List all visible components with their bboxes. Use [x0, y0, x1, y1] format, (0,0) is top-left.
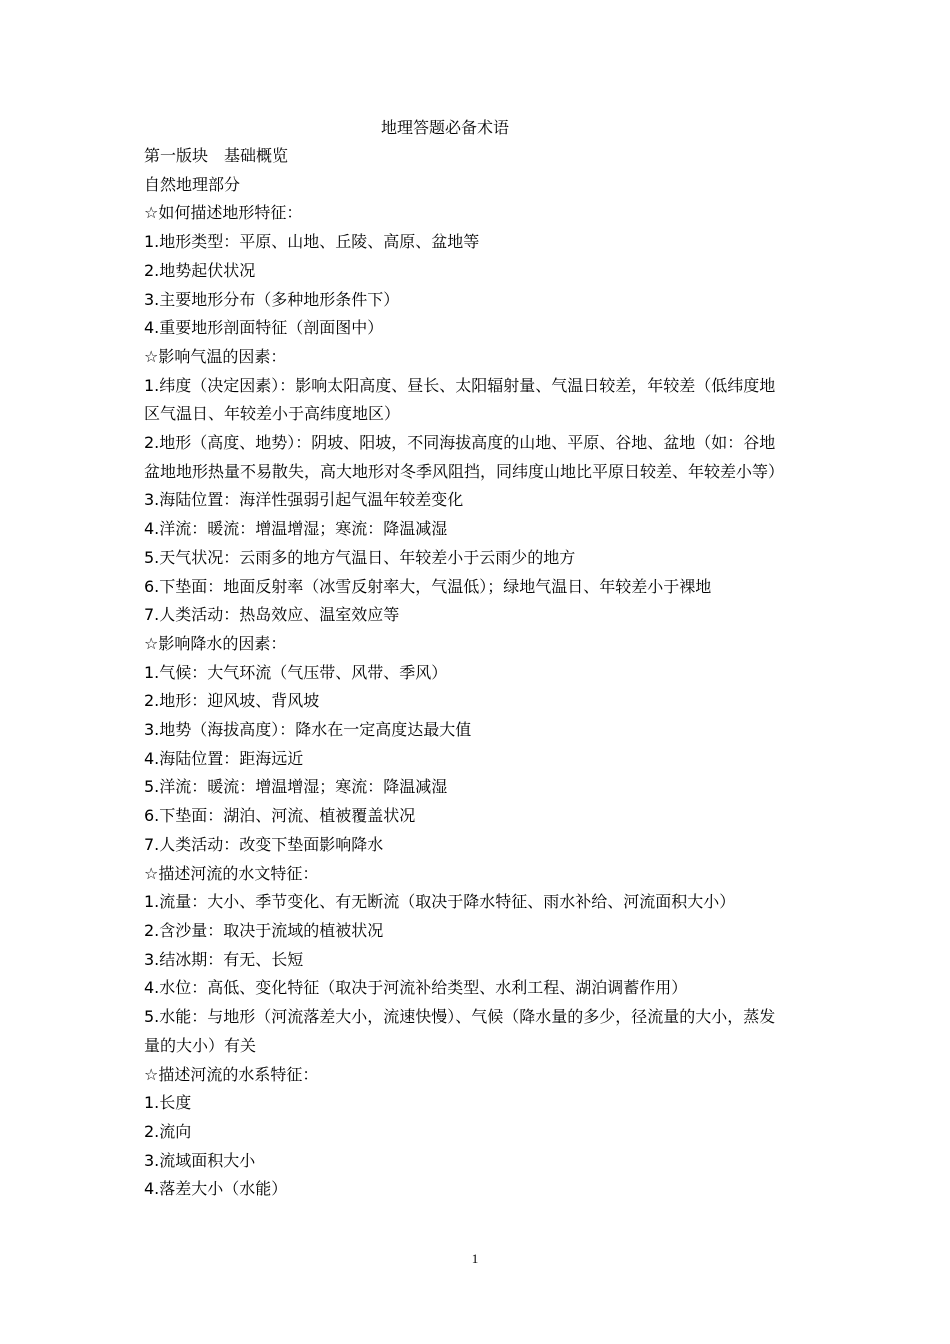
text-line: 3.海陆位置：海洋性强弱引起气温年较差变化 — [144, 490, 464, 510]
text-line: 2.地势起伏状况 — [144, 260, 256, 280]
page-title: 地理答题必备术语 — [380, 118, 509, 137]
text-line: ☆如何描述地形特征： — [144, 203, 303, 223]
text-line: 2.流向 — [144, 1121, 192, 1141]
text-line: 1.流量：大小、季节变化、有无断流（取决于降水特征、雨水补给、河流面积大小） — [144, 892, 736, 912]
page-number: 1 — [471, 1251, 479, 1266]
document-body — [144, 142, 824, 1204]
text-line: 盆地地形热量不易散失，高大地形对冬季风阻挡，同纬度山地比平原日较差、年较差小等） — [144, 461, 785, 481]
text-line: 区气温日、年较差小于高纬度地区） — [144, 404, 401, 424]
text-line: 3.流域面积大小 — [144, 1150, 256, 1170]
text-line: 量的大小）有关 — [144, 1035, 257, 1055]
text-line: ☆影响降水的因素： — [144, 633, 287, 653]
text-line: 3.结冰期：有无、长短 — [144, 949, 304, 969]
text-line: 2.含沙量：取决于流域的植被状况 — [144, 920, 384, 940]
text-line: 1.长度 — [144, 1093, 192, 1113]
text-line: 3.主要地形分布（多种地形条件下） — [144, 289, 400, 309]
text-line: 4.水位：高低、变化特征（取决于河流补给类型、水利工程、湖泊调蓄作用） — [144, 978, 688, 998]
text-line: 6.下垫面：地面反射率（冰雪反射率大，气温低）；绿地气温日、年较差小于裸地 — [144, 576, 712, 596]
text-line: 1.地形类型：平原、山地、丘陵、高原、盆地等 — [144, 232, 480, 252]
text-line: 自然地理部分 — [144, 174, 241, 194]
text-line: 4.重要地形剖面特征（剖面图中） — [144, 318, 384, 338]
text-line: ☆描述河流的水系特征： — [144, 1064, 319, 1084]
text-line: 5.天气状况：云雨多的地方气温日、年较差小于云雨少的地方 — [144, 547, 576, 567]
text-line: 1.气候：大气环流（气压带、风带、季风） — [144, 662, 448, 682]
text-line: 4.海陆位置：距海远近 — [144, 748, 304, 768]
text-line: 4.洋流：暖流：增温增湿；寒流：降温减湿 — [144, 519, 448, 539]
text-line: 第一版块 基础概览 — [144, 146, 289, 165]
text-line: 2.地形（高度、地势）：阴坡、阳坡，不同海拔高度的山地、平原、谷地、盆地（如：谷地 — [144, 433, 776, 453]
text-line: 6.下垫面：湖泊、河流、植被覆盖状况 — [144, 806, 416, 826]
text-line: 7.人类活动：改变下垫面影响降水 — [144, 834, 384, 854]
text-line: ☆描述河流的水文特征： — [144, 863, 319, 883]
text-line: 5.洋流：暖流：增温增湿；寒流：降温减湿 — [144, 777, 448, 797]
text-line: 2.地形：迎风坡、背风坡 — [144, 691, 320, 711]
text-line: 1.纬度（决定因素）：影响太阳高度、昼长、太阳辐射量、气温日较差，年较差（低纬度地 — [144, 375, 776, 395]
text-line: 5.水能：与地形（河流落差大小，流速快慢）、气候（降水量的多少，径流量的大小，蒸发 — [144, 1007, 776, 1027]
text-line: ☆影响气温的因素： — [144, 346, 287, 366]
text-line: 3.地势（海拔高度）：降水在一定高度达最大值 — [144, 720, 472, 740]
text-line: 4.落差大小（水能） — [144, 1179, 288, 1199]
text-line: 7.人类活动：热岛效应、温室效应等 — [144, 605, 400, 625]
